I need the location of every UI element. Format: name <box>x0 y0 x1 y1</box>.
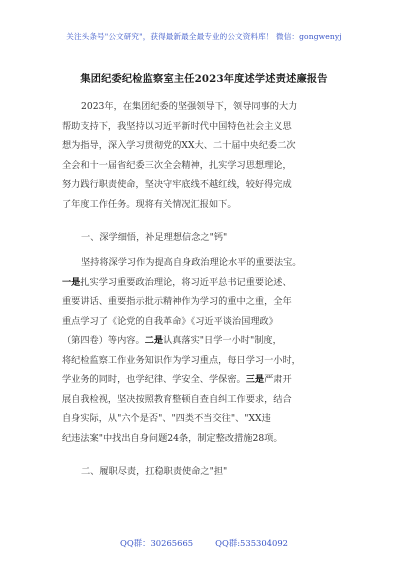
section-1-line <box>62 273 352 293</box>
text-segment: 严肃开 <box>264 374 292 385</box>
text-segment: 认真落实"日学一小时"制度， <box>163 335 282 346</box>
page-title: 集团纪委纪检监察室主任2023年度述学述责述廉报告 <box>80 73 328 85</box>
section-1-line <box>62 409 352 429</box>
section-1-line <box>62 253 352 273</box>
section-1-paragraph <box>62 253 352 448</box>
text-segment: 展自我检视，坚决按照教育整顿自查自纠工作要求，结合 <box>62 393 292 405</box>
text-segment: 纪违法案"中找出自身问题24条，制定整改措施28项。 <box>62 432 283 444</box>
section-1-line <box>62 312 352 332</box>
text-segment: 自身实际，从"六个是否"、"四类不当交往"、"XX违 <box>62 413 271 424</box>
text-segment: 重要讲话、重要指示批示精神作为学习的重中之重，全年 <box>62 296 292 307</box>
document-body <box>62 97 352 487</box>
text-segment: （第四卷）等内容。 <box>62 335 145 346</box>
text-segment: 学业务的同时，也学纪律、学安全、学保密。 <box>62 374 246 385</box>
text-segment: 坚持将深学习作为提高自身政治理论水平的重要法宝。 <box>81 257 302 268</box>
emphasis-marker: 二是 <box>144 335 164 346</box>
section-1-line <box>62 292 352 312</box>
intro-paragraph <box>62 97 352 214</box>
text-segment: 将纪检监察工作业务知识作为学习重点，每日学习一小时， <box>62 354 301 366</box>
section-1-line <box>62 390 352 410</box>
section-1-line <box>62 331 352 351</box>
section-1-line <box>62 370 352 390</box>
emphasis-marker: 一是 <box>62 276 81 288</box>
section-1-line <box>62 429 352 449</box>
intro-line: 想为指导，深入学习贯彻党的XX大、二十届中央纪委二次 <box>62 140 296 151</box>
text-segment: 重点学习了《论党的自我革命》《习近平谈治国理政》 <box>62 315 278 327</box>
intro-line: 努力践行职责使命，坚决守牢底线不越红线，较好得完成 <box>62 179 292 190</box>
intro-line: 帮助支持下，我坚持以习近平新时代中国特色社会主义思 <box>62 120 292 132</box>
footer-qq-group-2: QQ群:535304092 <box>215 538 288 548</box>
text-segment: 扎实学习重要政治理论，将习近平总书记重要论述、 <box>80 276 292 288</box>
intro-line: 全会和十一届省纪委三次全会精神，扎实学习思想理论， <box>62 159 292 171</box>
section-1-line <box>62 351 352 371</box>
section-heading-1: 一、深学细悟，补足理想信念之"钙" <box>81 232 228 243</box>
intro-line: 了年度工作任务。现将有关情况汇报如下。 <box>62 198 237 210</box>
emphasis-marker: 三是 <box>245 374 265 385</box>
intro-line: 2023年，在集团纪委的坚强领导下，领导同事的大力 <box>81 101 298 112</box>
footer-qq-group-1: QQ群：30265665 <box>120 538 194 548</box>
section-heading-2: 二、履职尽责，扛稳职责使命之"担" <box>81 466 228 477</box>
footer <box>0 537 408 549</box>
header-note: 关注头条号"公文研究"，获得最新最全最专业的公文资料库！ 微信：gongwenyj <box>66 32 342 41</box>
